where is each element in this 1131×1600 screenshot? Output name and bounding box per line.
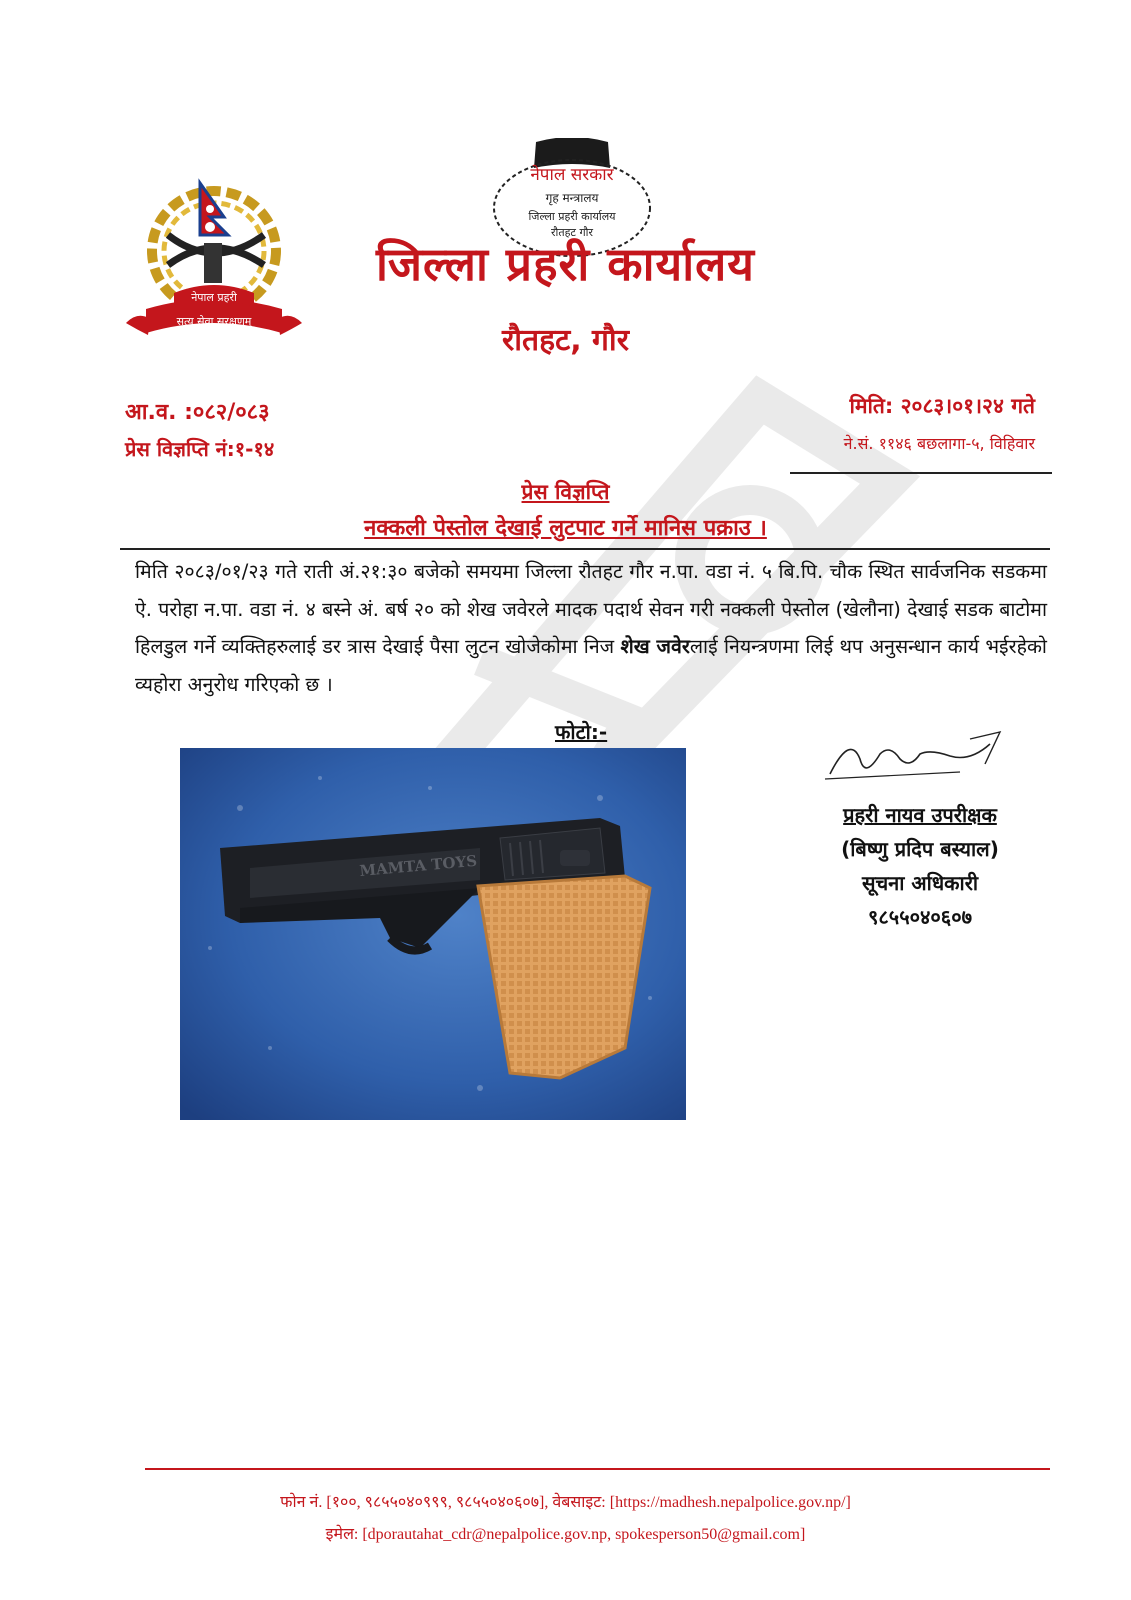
stamp-line-4: रौतहट गौर (550, 226, 594, 239)
signatory-role: सूचना अधिकारी (861, 871, 979, 895)
footer-email: इमेल: [dporautahat_cdr@nepalpolice.gov.np, spokesperson50@gmail.com] (325, 1526, 806, 1543)
footer-divider (145, 1468, 1050, 1470)
office-location: रौतहट, गौर (502, 323, 629, 358)
body-divider (120, 548, 1050, 550)
notice-body (135, 553, 1047, 703)
fiscal-year: आ.व. :०८२/०८३ (125, 400, 270, 425)
body-text-part-2: लाई नियन्त्रणमा लिई थप अनुसन्धान कार्य भईरहेको व्यहोरा अनुरोध गरिएको छ । (135, 635, 1047, 696)
stamp-line-1: नेपाल सरकार (530, 165, 614, 185)
release-date: मिति: २०८३।०१।२४ गते (849, 394, 1035, 418)
office-title: जिल्ला प्रहरी कार्यालय (376, 237, 755, 291)
notice-headline: नक्कली पेस्तोल देखाई लुटपाट गर्ने मानिस पक्राउ । (364, 516, 767, 541)
signatory-rank: प्रहरी नायव उपरीक्षक (843, 803, 997, 827)
signatory-phone: ९८५५०४०६०७ (868, 905, 972, 929)
body-text-part-1: मिति २०८३/०१/२३ गते राती अं.२१:३० बजेको समयमा जिल्ला रौतहट गौर न.पा. वडा नं. ५ बि.पि. चौक स्थित सार्वजनिक सडकमा ऐ. परोहा न.पा. वडा नं. ४ बस्ने अं. बर्ष २० को शेख जवेरले मादक पदार्थ सेवन गरी नक्कली पेस्तोल (खेलौना) देखाई सडक बाटोमा हिलडुल गर्ने व्यक्तिहरुलाई डर त्रास देखाई पैसा लुटन खोजेकोमा निज (135, 560, 1047, 658)
stamp-line-2: गृह मन्त्रालय (545, 191, 599, 205)
logo-ribbon-label: सत्य सेवा सुरक्षणम् (176, 315, 252, 328)
header-divider (790, 472, 1052, 474)
footer-contact: फोन नं. [१००, ९८५५०४०९९९, ९८५५०४०६०७], वेबसाइट: [https://madhesh.nepalpolice.gov.np/] (280, 1494, 851, 1511)
logo-label: नेपाल प्रहरी (191, 291, 237, 304)
toy-pistol-photo (180, 748, 686, 1120)
stamp-line-3: जिल्ला प्रहरी कार्यालय (528, 210, 616, 223)
accused-name: शेख जवेर (620, 635, 690, 658)
toy-brand-text: MAMTA TOYS (358, 851, 478, 880)
signature-mark (820, 724, 1020, 794)
signatory-name: (बिष्णु प्रदिप बस्याल) (841, 837, 999, 861)
signatory-block (820, 724, 1020, 934)
press-release-number: प्रेस विज्ञप्ति नं:१-१४ (125, 437, 275, 461)
nepal-sambat-date: ने.सं. ११४६ बछलागा-५, विहिवार (843, 434, 1035, 453)
photo-label: फोटो:- (555, 720, 608, 744)
section-title: प्रेस विज्ञप्ति (521, 480, 610, 504)
